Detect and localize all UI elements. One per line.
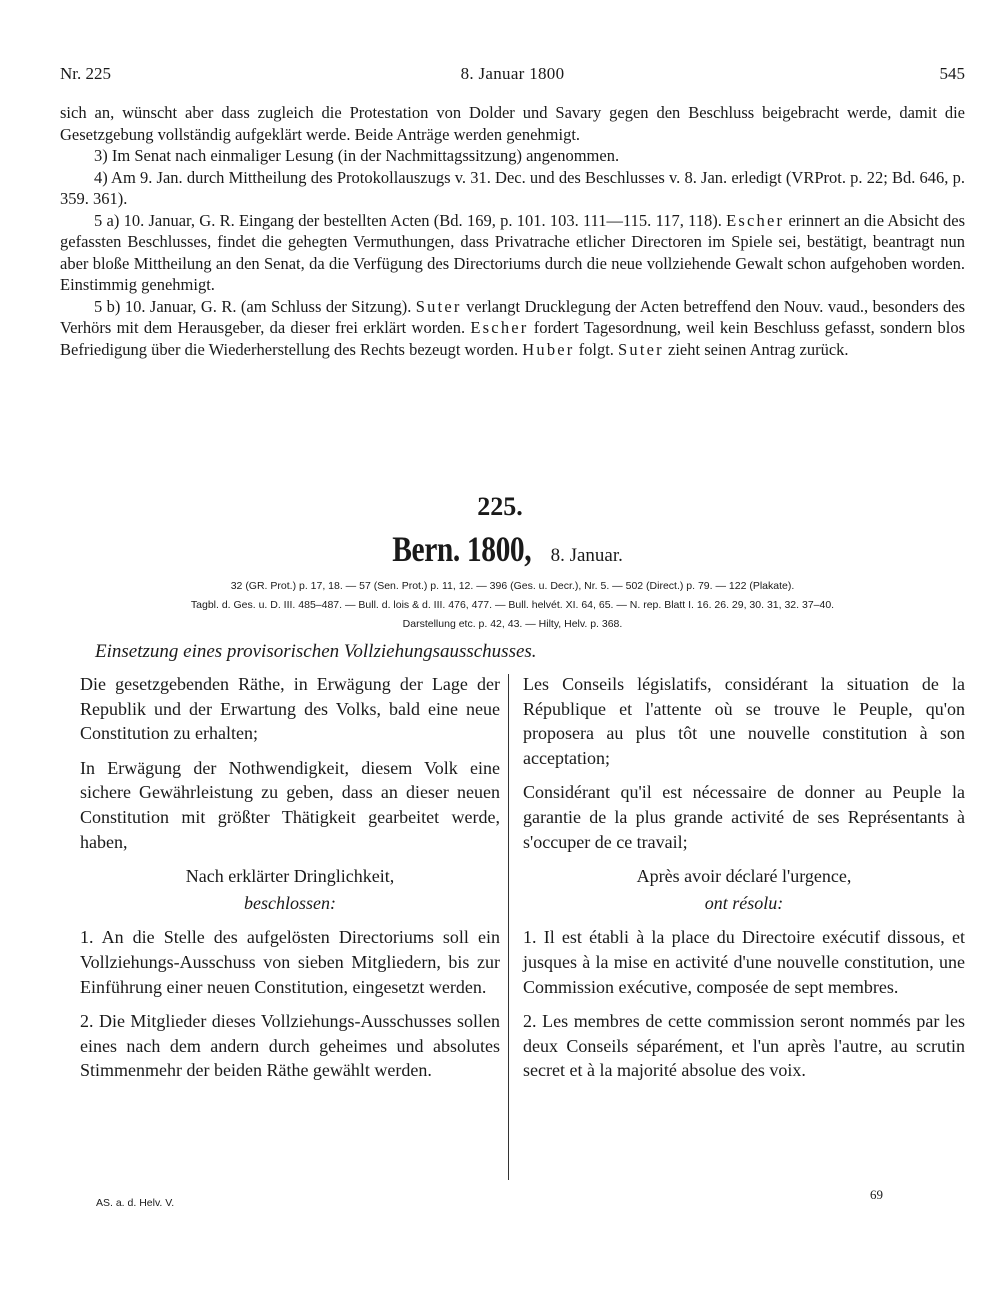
french-resolved: ont résolu: [704, 892, 784, 913]
french-article-2: 2. Les membres de cette commission seront nommés par les deux Conseils séparément, et l'un après l'autre, au scrutin secret et à la majorité absolue des voix. [523, 1011, 965, 1081]
speaker-name: Escher [726, 210, 785, 230]
preceding-notes [60, 102, 965, 360]
french-article-1: 1. Il est établi à la place du Directoire exécutif dissous, et jusques à la mise en activité d'une nouvelle constitution, une Commission exécutive, composée de sept membres. [523, 927, 965, 997]
german-article-1: 1. An die Stelle des aufgelösten Directoriums soll ein Vollziehungs-Ausschuss von sieben Mitgliedern, bis zur Einführung einer neuen Constitution, eingesetzt werden. [80, 927, 500, 997]
french-column [523, 672, 965, 1093]
document-number-header: Nr. 225 [60, 64, 111, 83]
footer-signature: AS. a. d. Helv. V. [96, 1197, 175, 1209]
document-date: 8. Januar. [550, 545, 623, 566]
reference-line: 32 (GR. Prot.) p. 17, 18. — 57 (Sen. Prot.) p. 11, 12. — 396 (Ges. u. Decr.), Nr. 5. — 502 (Direct.) p. 79. — 122 (Plakate). [230, 580, 795, 592]
french-urgency: Après avoir déclaré l'urgence, [636, 866, 852, 887]
header-date: 8. Januar 1800 [460, 64, 565, 83]
document-subject: Einsetzung eines provisorischen Vollziehungsausschusses. [95, 641, 537, 662]
note-5b-body: folgt. [578, 339, 614, 359]
note-4: 4) Am 9. Jan. durch Mittheilung des Protokollauszugs v. 31. Dec. und des Beschlusses v. 8. Jan. erledigt (VRProt. p. 22; Bd. 646, p. 359. 361). [60, 167, 965, 208]
source-references [60, 577, 965, 634]
german-resolved: beschlossen: [244, 892, 336, 913]
german-urgency: Nach erklärter Dringlichkeit, [185, 866, 395, 887]
note-5b [60, 296, 965, 361]
french-paragraph: Considérant qu'il est nécessaire de donner au Peuple la garantie de la plus grande activité de ses Représentants à s'occuper de ce travail; [523, 782, 965, 852]
page-number: 545 [939, 64, 965, 83]
note-5a [60, 210, 965, 296]
speaker-name: Escher [470, 318, 529, 337]
note-5b-body: verlangt Drucklegung der Acten betreffend den Nouv. vaud., besonders des Verhörs mit dem Herausgeber, da dieser frei erklärt worden. [60, 296, 966, 337]
reference-line: Darstellung etc. p. 42, 43. — Hilty, Helv. p. 368. [402, 618, 623, 630]
german-article-2: 2. Die Mitglieder dieses Vollziehungs-Ausschusses sollen eines nach dem andern durch geheimes und absolutes Stimmenmehr der beiden Räthe gewählt werden. [80, 1011, 500, 1081]
german-paragraph: Die gesetzgebenden Räthe, in Erwägung der Lage der Republik und der Erwartung des Volks, bald eine neue Constitution zu erhalten; [80, 674, 500, 744]
note-5b-intro: 5 b) 10. Januar, G. R. (am Schluss der Sitzung). [94, 296, 412, 316]
note-5a-body: erinnert an die Absicht des gefassten Beschlusses, findet die gehegten Vermuthungen, dass Privatrache etlicher Directoren im Spiele sei, bestätigt, beantragt nun aber bloße Mittheilung an den Senat, da die Verfügung des Directoriums durch die neue vollziehende Gewalt schon aufgehoben worden. Einstimmig genehmigt. [60, 210, 965, 294]
note-5b-body: zieht seinen Antrag zurück. [668, 339, 849, 359]
note-5a-intro: 5 a) 10. Januar, G. R. Eingang der bestellten Acten (Bd. 169, p. 101. 103. 111—115. 117, 118). [94, 210, 722, 230]
speaker-name: Suter [415, 296, 462, 316]
french-paragraph: Les Conseils législatifs, considérant la situation de la République et l'attente où se trouve le Peuple, qu'on proposera au plus tôt une nouvelle constitution à son acceptation; [523, 674, 965, 768]
page-header [60, 64, 965, 90]
document-place: Bern. 1800, [392, 529, 532, 569]
note-continuation: sich an, wünscht aber dass zugleich die Protestation von Dolder und Savary gegen den Beschluss beigebracht werde, damit die Gesetzgebung vollständig aufgeklärt werde. Beide Anträge werden genehmigt. [60, 103, 965, 144]
german-column [80, 672, 500, 1093]
bilingual-text [60, 672, 965, 1192]
note-5b-body: fordert Tagesordnung, weil kein Beschluss gefasst, sondern blos Befriedigung über die Wiederherstellung des Rechts bezeugt worden. [60, 318, 966, 359]
column-divider [508, 674, 509, 1180]
speaker-name: Huber [522, 339, 575, 359]
note-3: 3) Im Senat nach einmaliger Lesung (in der Nachmittagssitzung) angenommen. [94, 146, 620, 165]
document-number: 225. [477, 492, 523, 521]
sheet-number: 69 [870, 1187, 883, 1202]
reference-line: Tagbl. d. Ges. u. D. III. 485–487. — Bull. d. lois & d. III. 476, 477. — Bull. helvét. XI. 64, 65. — N. rep. Blatt I. 16. 26. 29, 30. 31, 32. 37–40. [190, 599, 835, 611]
speaker-name: Suter [618, 339, 664, 359]
german-paragraph: In Erwägung der Nothwendigkeit, diesem Volk eine sichere Gewährleistung zu geben, dass an dieser neuen Constitution mit größter Thätigkeit gearbeitet werde, haben, [80, 757, 500, 852]
document-place-date [0, 528, 1000, 570]
